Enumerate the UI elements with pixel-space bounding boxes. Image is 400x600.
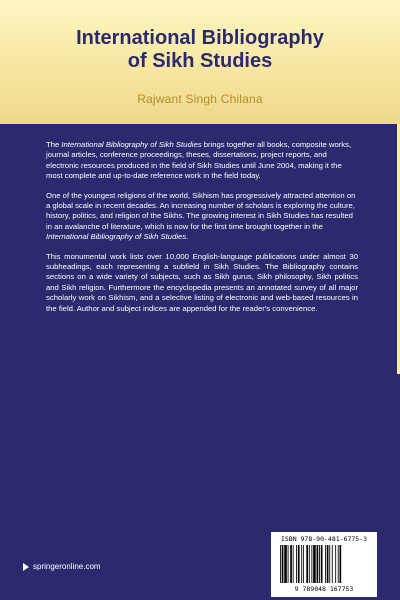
description-paragraph-2: One of the youngest religions of the world, Sikhism has progressively attracted attention on a global scale in recent decades. An increasing number of scholars is exploring the culture, history, politics, and religion of the Sikhs. The growing interest in Sikh Studies has resulted in an avalanche of literature, which is now for the first time brought together in the International Bibliography of Sikh Studies. bbox=[46, 190, 356, 242]
book-title bbox=[0, 27, 400, 73]
chevron-right-icon bbox=[23, 563, 29, 571]
author-name: Rajwant Singh Chilana bbox=[137, 92, 263, 106]
book-description bbox=[46, 140, 358, 323]
description-paragraph-3: This monumental work lists over 10,000 English-language publications under almost 30 subheadings, each representing a subfield in Sikh Studies. The Bibliography contains sections on a wide variety of subjects, such as Sikh gurus, Sikh philosophy, Sikh politics and Sikh religion. Furthermore the encyclopedia presents an annotated survey of all major scholarly work on Sikhism, and a selective listing of electronic and web-based resources in the field. Author and subject indices are appended for the reader's convenience. bbox=[46, 251, 358, 313]
barcode-digits: 9 789048 167753 bbox=[294, 585, 354, 593]
isbn-barcode bbox=[271, 532, 377, 597]
publisher-link[interactable] bbox=[23, 562, 101, 571]
barcode-bars bbox=[280, 545, 368, 583]
description-paragraph-1: The International Bibliography of Sikh Studies brings together all books, composite works, journal articles, conference proceedings, theses, dissertations, project reports, and electronic resources produced in the field of Sikh Studies until June 2004, making it the most complete and up-to-date reference work in the field today. bbox=[46, 140, 352, 181]
book-title-line-1: International Bibliography bbox=[76, 27, 324, 49]
book-title-line-2: of Sikh Studies bbox=[127, 50, 273, 72]
publisher-website: springeronline.com bbox=[33, 562, 101, 571]
isbn-number: ISBN 978-90-481-6775-3 bbox=[280, 535, 368, 543]
